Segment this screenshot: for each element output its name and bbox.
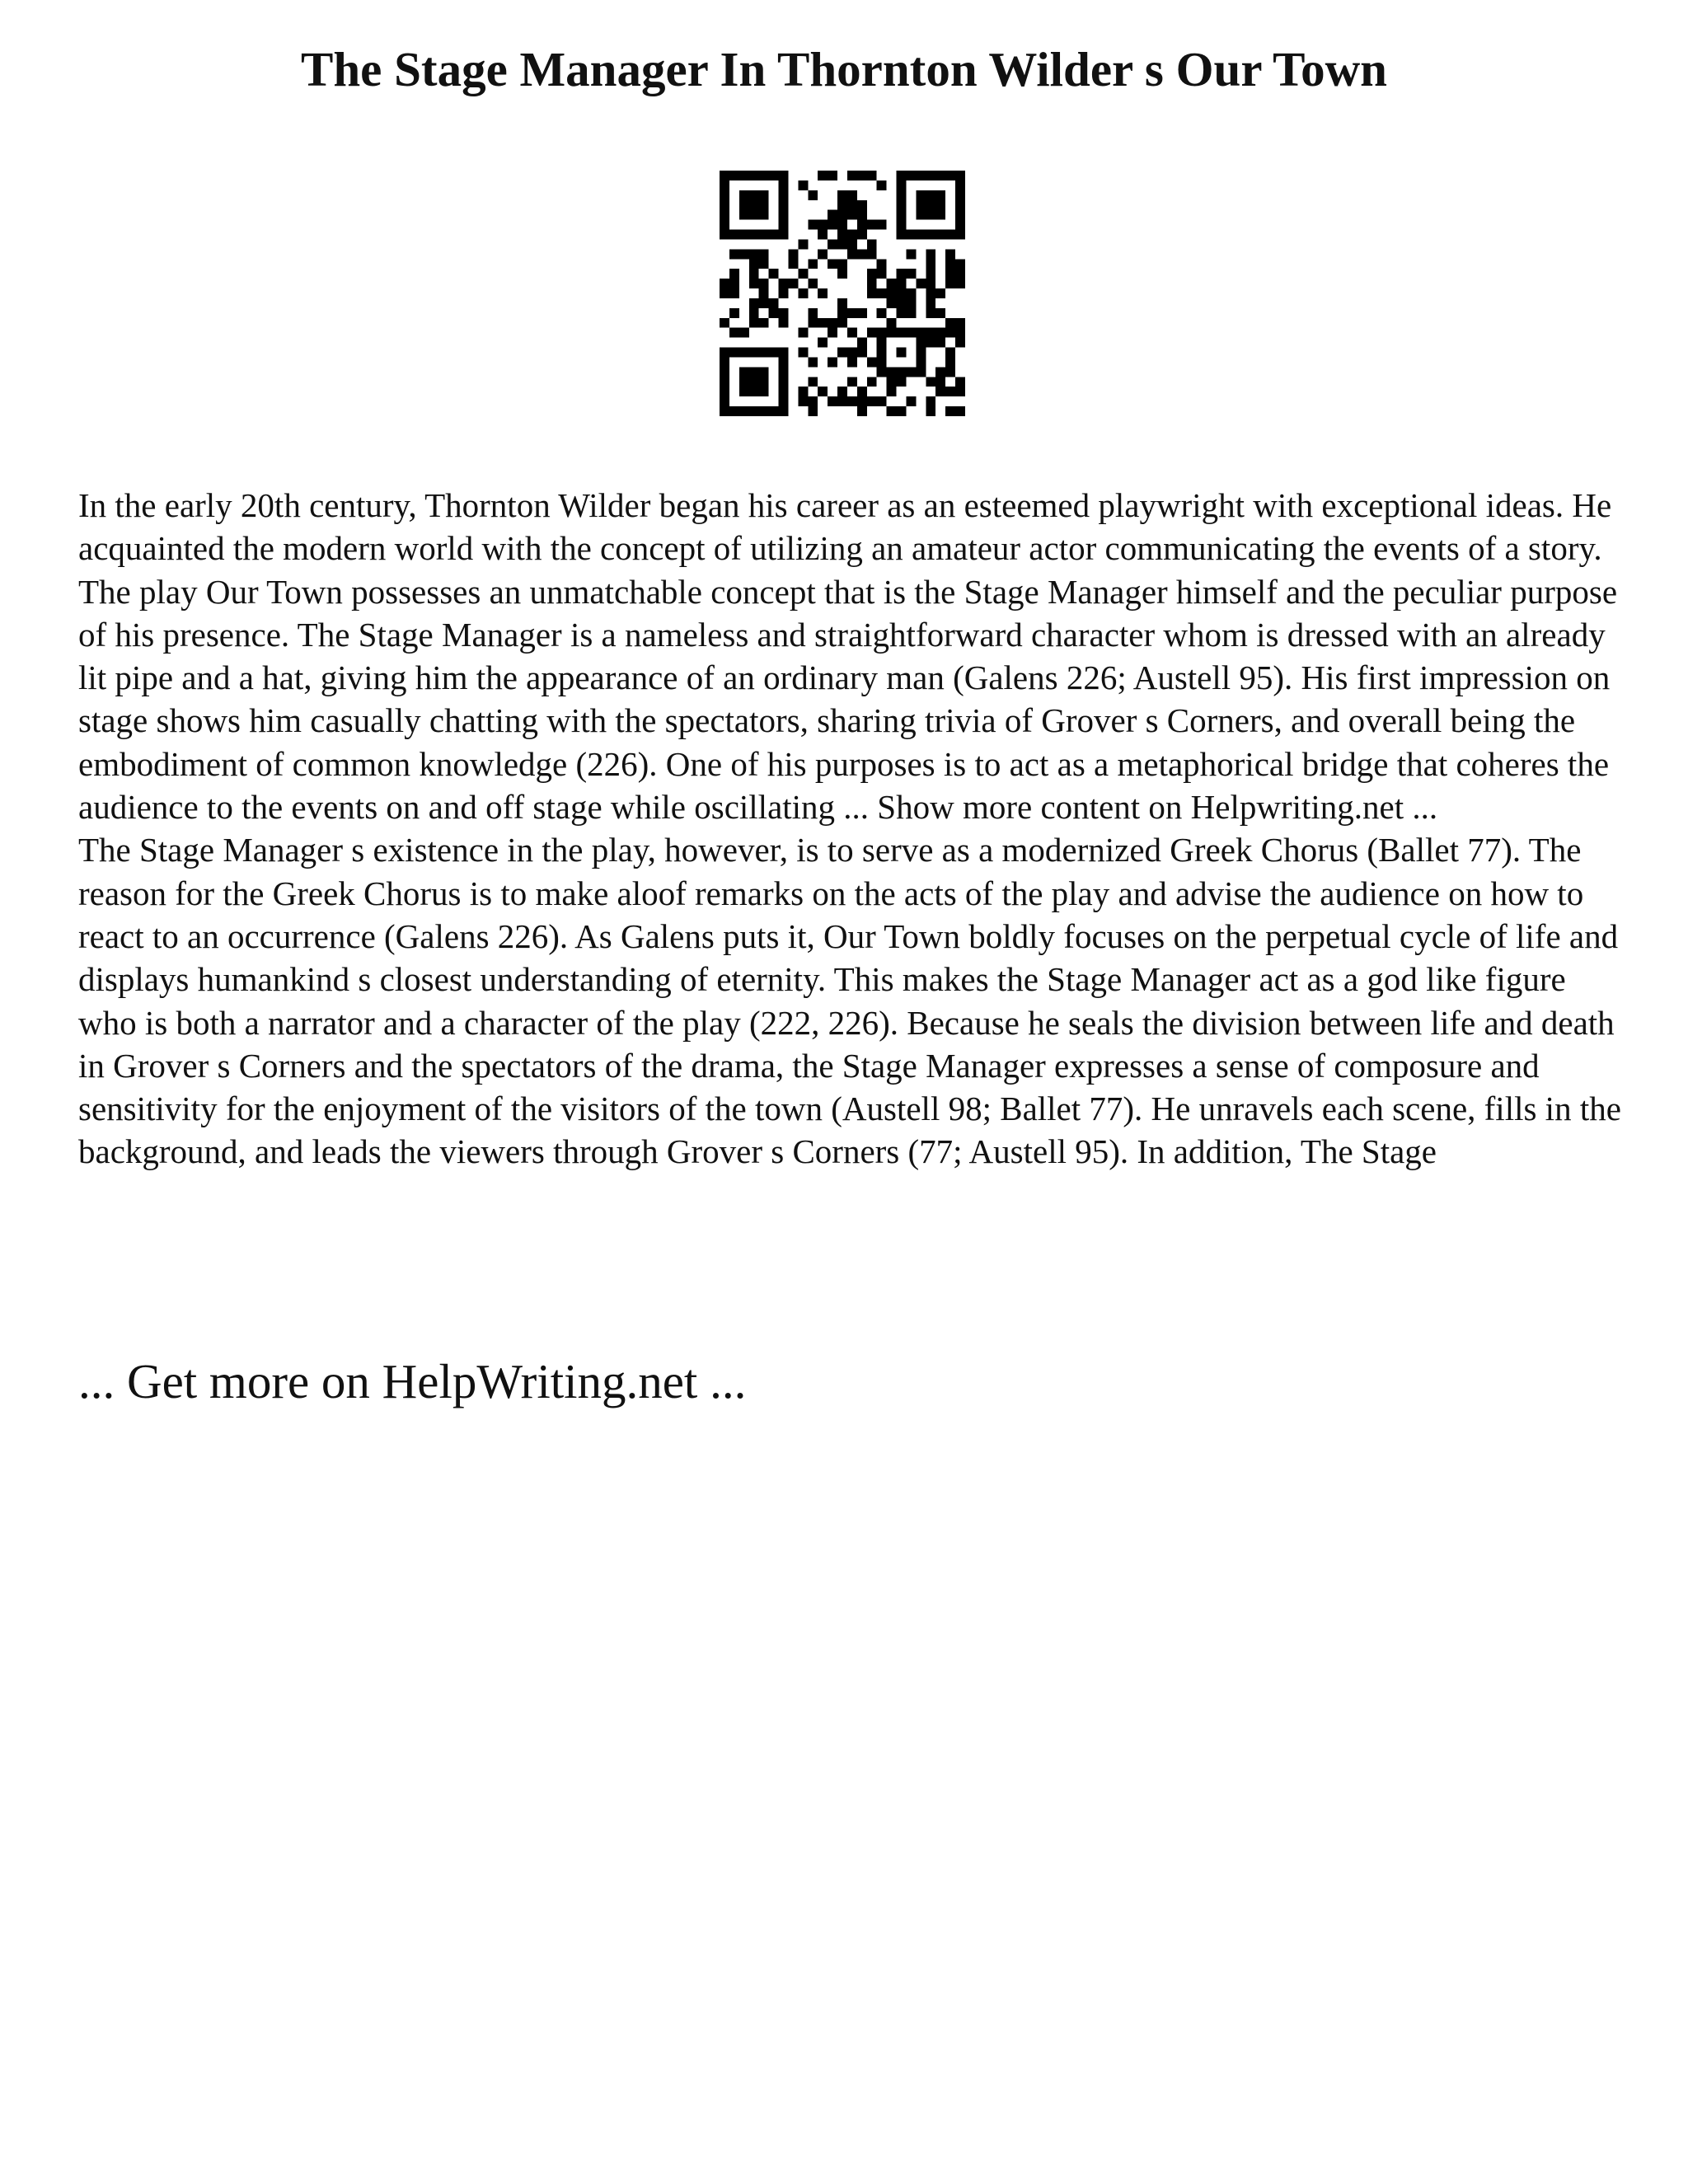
paragraph-2: The Stage Manager s existence in the play, however, is to serve as a modernized Greek Chorus (Ballet 77). The reason for the Greek Chorus is to make aloof remarks on the acts of the play and advise the audience on how to react to an occurrence (Galens 226). As Galens puts it, Our Town boldly focuses on the perpetual cycle of life and displays humankind s closest understanding of eternity. This makes the Stage Manager act as a god like figure who is both a narrator and a character of the play (222, 226). Because he seals the division between life and death in Grover s Corners and the spectators of the drama, the Stage Manager expresses a sense of composure and sensitivity for the enjoyment of the visitors of the town (Austell 98; Ballet 77). He unravels each scene, fills in the background, and leads the viewers through Grover s Corners (77; Austell 95). In addition, The Stage xyxy=(78,831,1621,1171)
document-body xyxy=(78,484,1628,1174)
document-title: The Stage Manager In Thornton Wilder s Our Town xyxy=(301,42,1387,96)
qr-code-icon xyxy=(720,171,965,416)
paragraph-1: In the early 20th century, Thornton Wilder began his career as an esteemed playwright with exceptional ideas. He acquainted the modern world with the concept of utilizing an amateur actor communicating the events of a story. The play Our Town possesses an unmatchable concept that is the Stage Manager himself and the peculiar purpose of his presence. The Stage Manager is a nameless and straightforward character whom is dressed with an already lit pipe and a hat, giving him the appearance of an ordinary man (Galens 226; Austell 95). His first impression on stage shows him casually chatting with the spectators, sharing trivia of Grover s Corners, and overall being the embodiment of common knowledge (226). One of his purposes is to act as a metaphorical bridge that coheres the audience to the events on and off stage while oscillating ... Show more content on Helpwriting.net ... xyxy=(78,486,1618,827)
get-more-link[interactable]: ... Get more on HelpWriting.net ... xyxy=(78,1354,747,1408)
